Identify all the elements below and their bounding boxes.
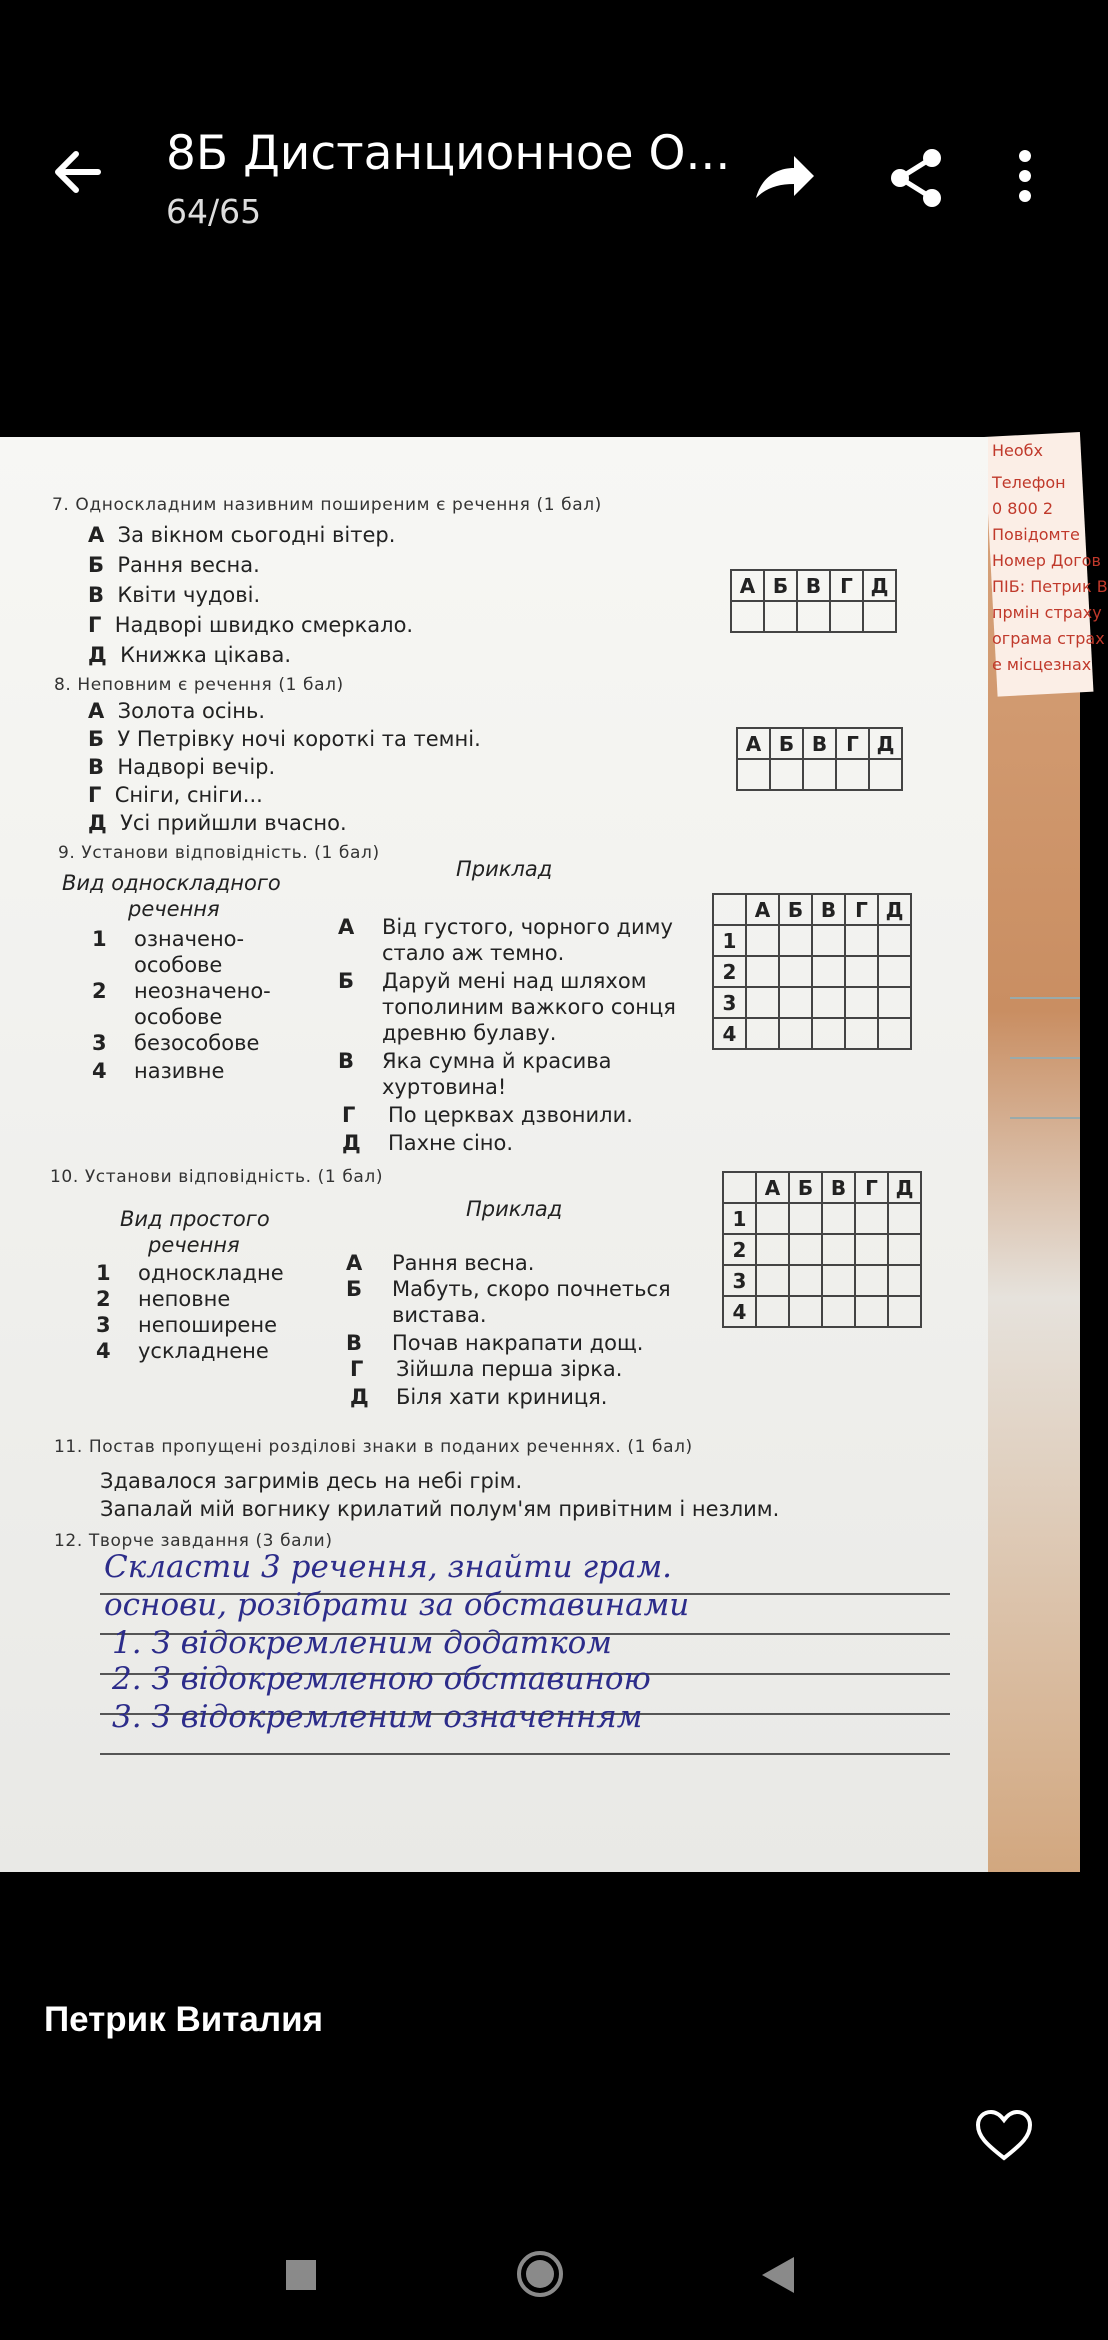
handwritten-line: Скласти 3 речення, знайти грам. [104,1549,673,1585]
q10-type: непоширене [138,1313,277,1337]
grid-letter: Г [830,570,863,601]
q11-sentence: Запалай мій вогнику крилатий полум'ям привітним і незлим. [100,1497,780,1521]
q9-type: особове [134,953,223,977]
q8-option: А Золота осінь. [88,699,265,723]
q8-option: Б У Петрівку ночі короткі та темні. [88,727,481,751]
nav-recents-icon[interactable] [286,2260,316,2290]
q8-option: Д Усі прийшли вчасно. [88,811,347,835]
top-bar [0,0,1080,430]
grid-letter: Д [863,570,896,601]
question-7-heading: 7. Односкладним називним поширеним є речення (1 бал) [52,495,602,515]
q10-column-header: Вид простого [120,1207,270,1231]
q7-option: Д Книжка цікава. [88,643,292,667]
side-text: Телефон [992,473,1066,492]
grid-letter: Б [789,1172,822,1203]
q10-example: вистава. [392,1303,487,1327]
q10-example: Рання весна. [392,1251,535,1275]
q11-sentence: Здавалося загримів десь на небі грім. [100,1469,523,1493]
q9-example: По церквах дзвонили. [388,1103,633,1127]
q9-type: особове [134,1005,223,1029]
q9-example: хуртовина! [382,1075,507,1099]
side-text: е місцезнах [992,655,1092,674]
grid-letter: Г [836,728,869,759]
q8-option: Г Сніги, сніги... [88,783,263,807]
q7-option: В Квіти чудові. [88,583,261,607]
grid-letter: А [731,570,764,601]
q7-option: А За вікном сьогодні вітер. [88,523,396,547]
q9-type: безособове [134,1031,260,1055]
question-8-heading: 8. Неповним є речення (1 бал) [54,675,344,695]
grid-row-number: 4 [713,1018,746,1049]
q10-answer-grid [722,1171,922,1328]
q9-column-header: Вид односкладного [62,871,281,895]
side-text: ПІБ: Петрик В [992,577,1108,596]
grid-row-number: 3 [713,987,746,1018]
grid-letter: В [822,1172,855,1203]
question-11-heading: 11. Постав пропущені розділові знаки в поданих реченнях. (1 бал) [54,1437,693,1457]
grid-letter: Д [878,894,911,925]
share-icon[interactable] [882,148,952,208]
forward-icon[interactable] [748,148,818,208]
q8-option: В Надворі вечір. [88,755,276,779]
q10-type: ускладнене [138,1339,269,1363]
side-handwriting [1010,997,1080,999]
q9-type: називне [134,1059,225,1083]
side-text: Номер Догов [992,551,1101,570]
more-vert-icon[interactable] [1000,148,1050,208]
q8-answer-grid [736,727,903,791]
grid-row-number: 2 [713,956,746,987]
q9-type: неозначено- [134,979,271,1003]
q9-example: Яка сумна й красива [382,1049,612,1073]
side-text: ограма страх [992,629,1105,648]
q10-example: Зійшла перша зірка. [396,1357,623,1381]
q10-example: Почав накрапати дощ. [392,1331,644,1355]
grid-letter: А [737,728,770,759]
q9-column-header: речення [128,897,220,921]
handwritten-line: 2. З відокремленою обставиною [112,1661,651,1697]
grid-letter: В [797,570,830,601]
q7-answer-grid [730,569,897,633]
side-text: Необх [992,441,1043,460]
page-title: 8Б Дистанционное О... [166,126,731,181]
q9-example: Даруй мені над шляхом [382,969,647,993]
nav-back-icon[interactable] [760,2255,796,2295]
worksheet-page: 7. Односкладним називним поширеним є речення (1 бал) А За вікном сьогодні вітер. Б Рання весна. В Квіти чудові. Г Надворі швидко смеркало. Д Книжка цікава. А Б В Г Д 8. Неповним є речення (1 бал) А Золота осінь. Б У Петрівку ночі короткі та темні. В Надворі вечір. Г Сніги, сніги... Д Усі прийшли вчасно. А Б В Г Д 9. Установи відповідність. (1 бал) Вид односкладного речення Приклад 1 означено- особове 2 неозначено- особове 3 безособове 4 називне А Від густого, чорного диму стало аж темно. Б Даруй мені над шляхом тополиним важкого сонця древню булаву. В Яка сумна й красива хуртовина! Г По церквах дзвонили. Д Пахне сіно. А Б В Г Д 1 2 3 4 10. Установи відповідність. (1 бал) Вид простого речення Приклад 1 односкладне 2 неповне 3 непоширене 4 ускладнене А Рання весна. Б Мабуть, скоро почнеться вистава. В Почав накрапати дощ. Г Зійшла перша зірка. Д Біля хати криниця. А Б В Г Д 1 2 3 4 11. Постав пропущені розділові знаки в поданих реченнях. (1 бал) Здавалося загримів десь на небі грім. Запалай мій вогнику крилатий полум'ям привітним і незлим. 12. Творче завдання (3 бали) Скласти 3 речення, знайти грам. основи, розібрати за обставинами 1. З відокремленим додатком 2. З відокремленою обставиною 3. З відокремленим означенням [0,437,988,1872]
q10-type: односкладне [138,1261,284,1285]
q9-example: Від густого, чорного диму [382,915,673,939]
grid-row-number: 2 [723,1234,756,1265]
q10-example: Біля хати криниця. [396,1385,608,1409]
grid-letter: Д [888,1172,921,1203]
handwritten-line: основи, розібрати за обставинами [104,1587,690,1623]
grid-letter: Г [845,894,878,925]
q10-example: Мабуть, скоро почнеться [392,1277,671,1301]
grid-letter: А [756,1172,789,1203]
side-text: Повідомте [992,525,1080,544]
question-10-heading: 10. Установи відповідність. (1 бал) [50,1167,384,1187]
side-text: 0 800 2 [992,499,1054,518]
q9-example: Пахне сіно. [388,1131,514,1155]
grid-letter: В [812,894,845,925]
image-counter: 64/65 [166,192,262,231]
q7-option: Б Рання весна. [88,553,260,577]
grid-letter: Б [764,570,797,601]
grid-letter: Г [855,1172,888,1203]
side-handwriting [1010,1057,1080,1059]
q10-column-header: Приклад [466,1197,563,1221]
nav-home-icon[interactable] [516,2250,564,2298]
q9-example: тополиним важкого сонця [382,995,676,1019]
question-12-heading: 12. Творче завдання (3 бали) [54,1531,333,1551]
grid-letter: Б [770,728,803,759]
author-name: Петрик Виталия [44,2000,324,2039]
grid-letter: А [746,894,779,925]
heart-icon[interactable] [974,2108,1034,2162]
handwritten-line: 3. З відокремленим означенням [112,1699,643,1735]
answer-line [100,1753,950,1755]
grid-row-number: 1 [723,1203,756,1234]
question-9-heading: 9. Установи відповідність. (1 бал) [58,843,380,863]
worksheet-photo[interactable] [0,437,1108,1872]
q10-type: неповне [138,1287,231,1311]
q7-option: Г Надворі швидко смеркало. [88,613,414,637]
side-text: прмін страху [992,603,1102,622]
back-arrow-icon[interactable] [48,142,108,202]
grid-row-number: 1 [713,925,746,956]
q9-column-header: Приклад [456,857,553,881]
grid-letter: В [803,728,836,759]
grid-row-number: 3 [723,1265,756,1296]
q10-column-header: речення [148,1233,240,1257]
handwritten-line: 1. З відокремленим додатком [112,1625,613,1661]
side-handwriting [1010,1117,1080,1119]
grid-letter: Б [779,894,812,925]
q9-answer-grid [712,893,912,1050]
grid-row-number: 4 [723,1296,756,1327]
q9-example: стало аж темно. [382,941,565,965]
q9-type: означено- [134,927,245,951]
q9-example: древню булаву. [382,1021,557,1045]
grid-letter: Д [869,728,902,759]
